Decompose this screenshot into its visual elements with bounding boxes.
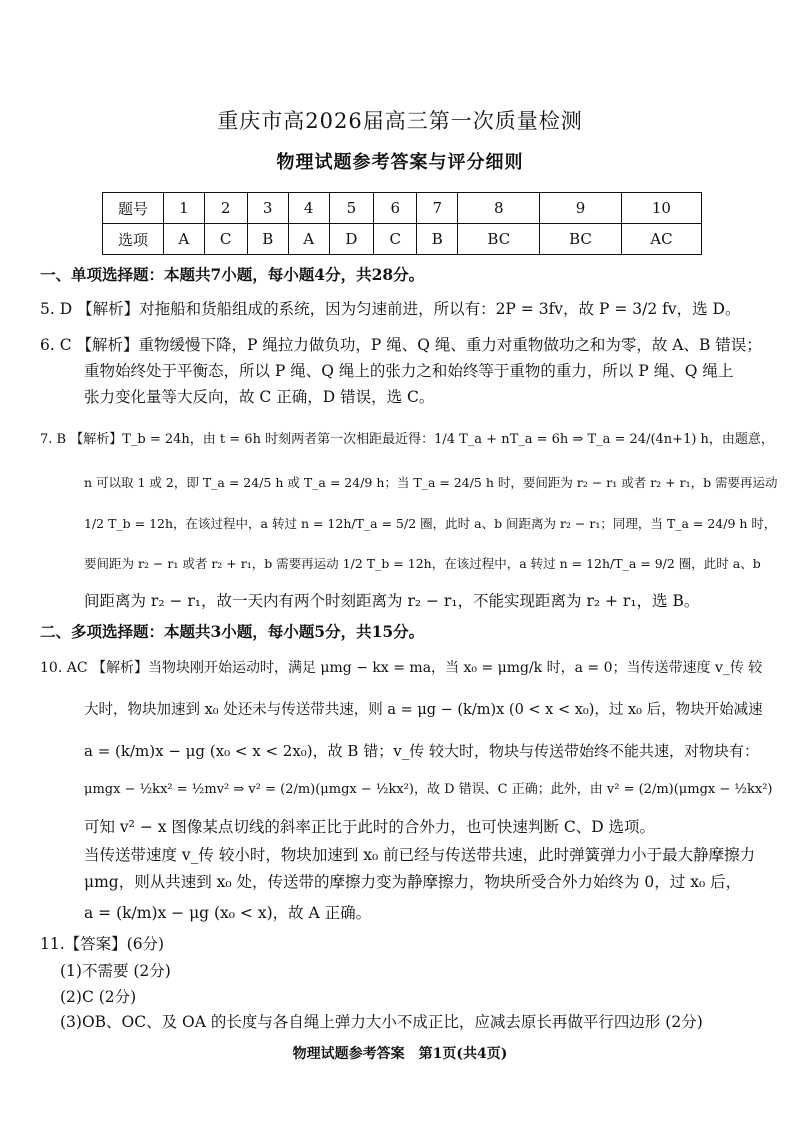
- table-cell: BC: [540, 224, 622, 255]
- answer-line: 重物始终处于平衡态，所以 P 绳、Q 绳上的张力之和始终等于重物的重力，所以 P 绳、Q 绳上: [84, 362, 734, 380]
- table-cell: A: [164, 224, 205, 255]
- page-subtitle: 物理试题参考答案与评分细则: [276, 152, 524, 173]
- answer-line: a = (k/m)x − μg (x₀ < x < 2x₀)，故 B 错；v_传 较大时，物块与传送带始终不能共速，对物块有：: [84, 742, 759, 760]
- table-cell: C: [204, 224, 247, 255]
- answer-line: 6. C 【解析】重物缓慢下降，P 绳拉力做负功，P 绳、Q 绳、重力对重物做功之和为零，故 A、B 错误；: [40, 336, 762, 354]
- question-11-heading: 11.【答案】(6分): [40, 935, 165, 953]
- table-cell: 9: [540, 193, 622, 224]
- table-cell: D: [329, 224, 374, 255]
- table-cell: A: [288, 224, 329, 255]
- table-cell: 5: [329, 193, 374, 224]
- answer-line: (1)不需要 (2分): [60, 962, 171, 980]
- answer-line: (3)OB、OC、及 OA 的长度与各自绳上弹力大小不成正比，应减去原长再做平行四边形 (2分): [60, 1013, 703, 1031]
- row-label-choice: 选项: [103, 224, 164, 255]
- section-heading-multiple-choice: 二、多项选择题：本题共3小题，每小题5分，共15分。: [40, 622, 425, 641]
- answer-line: 间距离为 r₂ − r₁，故一天内有两个时刻距离为 r₂ − r₁，不能实现距离为 r₂ + r₁，选 B。: [84, 592, 700, 610]
- table-cell: 10: [621, 193, 701, 224]
- answer-line: 可知 v² − x 图像某点切线的斜率正比于此时的合外力，也可快速判断 C、D 选项。: [84, 818, 656, 836]
- table-row: [103, 193, 702, 224]
- table-cell: 8: [458, 193, 540, 224]
- answer-line: μmg，则从共速到 x₀ 处，传送带的摩擦力变为静摩擦力，物块所受合外力始终为 0，过 x₀ 后，: [84, 873, 742, 891]
- answer-line: μmgx − ½kx² = ½mv² ⇒ v² = (2/m)(μmgx − ½kx²)，故 D 错误、C 正确；此外，由 v² = (2/m)(μmgx − ½kx²): [84, 782, 773, 797]
- table-cell: C: [374, 224, 417, 255]
- table-row: [103, 224, 702, 255]
- table-cell: 6: [374, 193, 417, 224]
- answer-line: 10. AC 【解析】当物块刚开始运动时，满足 μmg − kx = ma，当 x₀ = μmg/k 时，a = 0；当传送带速度 v_传 较: [40, 660, 763, 676]
- answer-line: 要间距为 r₂ − r₁ 或者 r₂ + r₁，b 需要再运动 1/2 T_b = 12h，在该过程中，a 转过 n = 12h/T_a = 9/2 圈，此时 a、b: [84, 556, 761, 571]
- table-cell: BC: [458, 224, 540, 255]
- answer-table: [102, 192, 702, 255]
- answer-line: 当传送带速度 v_传 较小时，物块加速到 x₀ 前已经与传送带共速，此时弹簧弹力小于最大静摩擦力: [84, 846, 756, 864]
- page-footer: 物理试题参考答案 第1页(共4页): [292, 1046, 508, 1062]
- answer-line: 5. D 【解析】对拖船和货船组成的系统，因为匀速前进，所以有：2P = 3fv，故 P = 3/2 fv，选 D。: [40, 300, 741, 318]
- page-title: 重庆市高2026届高三第一次质量检测: [217, 109, 583, 133]
- row-label-number: 题号: [103, 193, 164, 224]
- table-cell: B: [247, 224, 288, 255]
- table-cell: 7: [417, 193, 458, 224]
- table-cell: 2: [204, 193, 247, 224]
- answer-line: n 可以取 1 或 2，即 T_a = 24/5 h 或 T_a = 24/9 h；当 T_a = 24/5 h 时，要间距为 r₂ − r₁ 或者 r₂ + r₁，b 需要再运动: [84, 475, 778, 490]
- answer-line: 大时，物块加速到 x₀ 处还未与传送带共速，则 a = μg − (k/m)x (0 < x < x₀)，过 x₀ 后，物块开始减速: [84, 702, 763, 718]
- answer-line: 1/2 T_b = 12h，在该过程中，a 转过 n = 12h/T_a = 5/2 圈，此时 a、b 间距离为 r₂ − r₁；同理，当 T_a = 24/9 h 时，: [84, 516, 777, 531]
- table-cell: B: [417, 224, 458, 255]
- table-cell: AC: [621, 224, 701, 255]
- section-heading-single-choice: 一、单项选择题：本题共7小题，每小题4分，共28分。: [40, 265, 425, 284]
- answer-line: (2)C (2分): [60, 988, 137, 1006]
- answer-line: a = (k/m)x − μg (x₀ < x)，故 A 正确。: [84, 904, 372, 922]
- table-cell: 1: [164, 193, 205, 224]
- answer-line: 7. B 【解析】T_b = 24h，由 t = 6h 时刻两者第一次相距最近得：1/4 T_a + nT_a = 6h ⇒ T_a = 24/(4n+1) h，由题意，: [40, 432, 774, 447]
- table-cell: 3: [247, 193, 288, 224]
- table-cell: 4: [288, 193, 329, 224]
- answer-line: 张力变化量等大反向，故 C 正确，D 错误，选 C。: [84, 388, 435, 406]
